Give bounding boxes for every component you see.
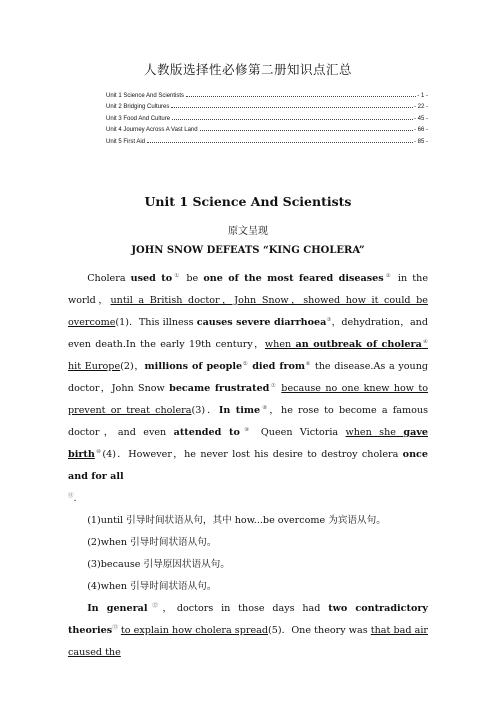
toc-entry-label: Unit 5 First Aid: [106, 138, 146, 145]
key-phrase: two contradictory theories: [68, 603, 428, 636]
underlined-clause: until a British doctor，John Snow，showed how it could be overcome: [68, 295, 428, 328]
section-label: 原文呈现: [228, 226, 268, 237]
note-marker: ①: [172, 272, 182, 279]
toc-leader-dots: [200, 130, 413, 131]
text-run: Cholera: [87, 273, 131, 284]
text-run: ，he rose to become a famous doctor，and even: [68, 405, 428, 438]
paragraph-1: [68, 268, 428, 510]
grammar-note: (1)until 引导时间状语从句，其中 how...be overcome 为宾语从句。: [87, 515, 386, 526]
key-phrase: once and for all: [68, 449, 428, 482]
paragraph-2: [68, 598, 428, 664]
toc-entry-label: Unit 4 Journey Across A Vast Land: [106, 127, 198, 133]
note-marker: ⑫: [147, 602, 163, 609]
toc-entry-unit-1[interactable]: [106, 87, 428, 99]
note-marker: ②: [383, 272, 393, 279]
toc-entry-label: Unit 3 Food And Culture: [106, 115, 171, 122]
note-marker: ⑤: [242, 360, 249, 367]
grammar-notes: [68, 510, 428, 598]
text-run: (4)．However，he never lost his desire to destroy cholera: [102, 449, 403, 460]
key-phrase: became frustrated: [169, 383, 270, 394]
note-marker: ⑨: [239, 426, 254, 433]
underlined-clause: hit Europe: [68, 361, 121, 372]
toc-entry-label: Unit 2 Bridging Cultures: [106, 104, 170, 110]
toc-entry-page: - 45 -: [413, 115, 428, 122]
key-phrase: attended to: [173, 427, 240, 438]
text-run: .: [73, 493, 77, 504]
text-run: (2)，: [120, 361, 145, 372]
key-phrase: used to: [130, 273, 173, 284]
underlined-clause: when: [264, 339, 296, 350]
underlined-clause: when she: [345, 427, 404, 438]
table-of-contents: [106, 87, 428, 145]
key-phrase: causes severe diarrhoea: [196, 317, 327, 328]
text-run: (5)．One theory was: [268, 625, 371, 636]
toc-leader-dots: [171, 107, 413, 108]
text-run: (3)．: [191, 405, 219, 416]
underlined-clause: that bad air caused the: [68, 625, 428, 658]
grammar-note: (3)because 引导原因状语从句。: [87, 559, 230, 570]
text-run: the disease.As a young doctor，John Snow: [68, 361, 429, 394]
document-title: 人教版选择性必修第二册知识点汇总: [143, 62, 352, 77]
toc-entry-unit-3[interactable]: [106, 110, 428, 122]
toc-entry-label: Unit 1 Science And Scientists: [106, 92, 185, 99]
note-marker: ⑬: [112, 624, 118, 631]
key-phrase: In time: [218, 405, 261, 416]
key-phrase: died from: [248, 361, 306, 372]
toc-entry-page: - 22 -: [413, 104, 428, 110]
text-run: ，dehydration，and even death.In the early 19th century，: [68, 317, 428, 350]
article-title: JOHN SNOW DEFEATS “KING CHOLERA”: [131, 245, 365, 256]
key-phrase: gave birth: [68, 427, 428, 460]
toc-leader-dots: [147, 142, 413, 143]
unit-heading: Unit 1 Science And Scientists: [144, 194, 352, 209]
note-marker: ⑪: [68, 492, 74, 499]
toc-entry-page: - 85 -: [413, 138, 428, 145]
toc-entry-unit-5[interactable]: [106, 133, 428, 145]
text-run: be: [181, 273, 204, 284]
key-phrase: an outbreak of cholera: [295, 339, 422, 350]
text-run: in the world，: [68, 273, 428, 306]
note-marker: ⑧: [260, 404, 270, 411]
note-marker: ⑩: [94, 448, 103, 455]
toc-entry-unit-4[interactable]: [106, 122, 428, 134]
note-marker: ⑥: [305, 360, 312, 367]
text-run: ，doctors in those days had: [162, 603, 329, 614]
article-body: [68, 268, 428, 664]
toc-entry-page: - 66 -: [413, 127, 428, 133]
text-run: (1)．This illness: [115, 317, 197, 328]
key-phrase: one of the most feared diseases: [203, 273, 384, 284]
underlined-clause: to explain how cholera spread: [120, 625, 268, 636]
toc-leader-dots: [172, 119, 413, 120]
note-marker: ③: [326, 316, 332, 323]
toc-leader-dots: [186, 96, 416, 97]
toc-entry-unit-2[interactable]: [106, 99, 428, 111]
key-phrase: millions of people: [144, 361, 243, 372]
toc-entry-page: - 1 -: [417, 92, 428, 99]
underlined-clause: because no one knew how to prevent or treat cholera: [68, 383, 428, 416]
note-marker: ⑦: [269, 382, 277, 389]
grammar-note: (4)when 引导时间状语从句。: [87, 581, 217, 592]
key-phrase: In general: [87, 603, 148, 614]
grammar-note: (2)when 引导时间状语从句。: [87, 537, 217, 548]
text-run: Queen Victoria: [253, 427, 346, 438]
note-marker: ④: [421, 338, 428, 345]
